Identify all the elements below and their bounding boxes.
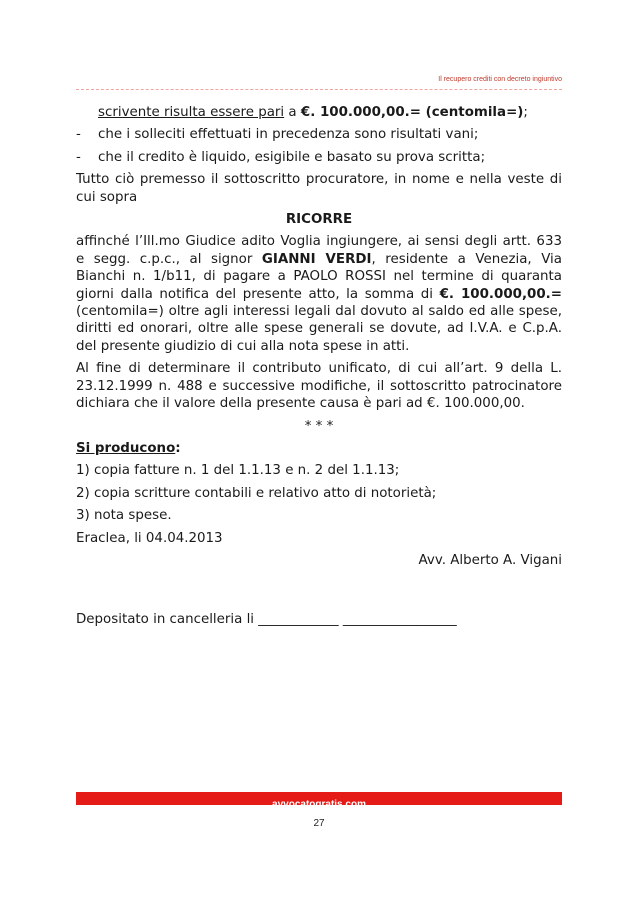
footer-link[interactable]: avvocatogratis.com — [272, 799, 366, 810]
header-divider — [76, 89, 562, 90]
request-text-2: , residente a Venezia, Via Bianchi n. 1/b11, di pagare a PAOLO ROSSI nel termine di quaranta giorni dalla notifica del presente atto, la somma di — [76, 251, 562, 302]
running-header: Il recupero crediti con decreto ingiuntivo — [438, 76, 562, 83]
amount-line-prefix: scrivente risulta essere pari — [98, 105, 285, 120]
request-text-3: (centomila=) oltre agli interessi legali dal dovuto al saldo ed alle spese, diritti ed onorari, oltre alle spese generali se dovute, ad I.V.A. e C.p.A. del presente giudizio di cui alla nota spese in atti. — [76, 304, 562, 354]
deposit-line: Depositato in cancelleria li ____________ _________________ — [76, 612, 457, 628]
bullet-text: che i solleciti effettuati in precedenza sono risultati vani; — [98, 127, 479, 143]
section-stars: * * * — [304, 418, 334, 434]
signature: Avv. Alberto A. Vigani — [418, 552, 562, 568]
amount-line-end: ; — [523, 105, 528, 120]
attachments-heading — [76, 440, 562, 457]
bullet-item — [76, 149, 562, 166]
page-number: 27 — [313, 818, 325, 829]
attachments-heading-text: Si producono — [76, 440, 176, 456]
amount-line-mid: a — [284, 105, 301, 120]
value-paragraph: Al fine di determinare il contributo unificato, di cui all’art. 9 della L. 23.12.1999 n. 488 e successive modifiche, il sottoscritto patrocinatore dichiara che il valore della presente causa è pari ad €. 100.000,00. — [76, 361, 562, 412]
attachments-heading-colon: : — [175, 440, 181, 456]
request-paragraph — [76, 233, 562, 355]
amount-line — [76, 104, 562, 121]
debtor-name: GIANNI VERDI — [261, 251, 372, 267]
bullet-dash: - — [76, 149, 81, 165]
ricorre-heading: RICORRE — [285, 212, 353, 228]
bullet-item — [76, 126, 562, 143]
bullet-dash: - — [76, 127, 81, 143]
place-date: Eraclea, li 04.04.2013 — [76, 530, 223, 546]
footer-bar — [76, 792, 562, 810]
attachment-item: 2) copia scritture contabili e relativo atto di notorietà; — [76, 485, 437, 501]
attachment-item: 3) nota spese. — [76, 508, 172, 524]
document-body — [76, 104, 562, 634]
premise-paragraph: Tutto ciò premesso il sottoscritto procuratore, in nome e nella veste di cui sopra — [76, 172, 562, 205]
request-text-1: affinché l’Ill.mo Giudice adito Voglia ingiungere, ai sensi degli artt. 633 e segg. c.p.c., al signor — [76, 234, 562, 267]
request-amount: €. 100.000,00.= — [439, 286, 562, 302]
amount-line-amount: €. 100.000,00.= (centomila=) — [300, 105, 524, 120]
attachment-item: 1) copia fatture n. 1 del 1.1.13 e n. 2 del 1.1.13; — [76, 463, 400, 479]
bullet-text: che il credito è liquido, esigibile e basato su prova scritta; — [98, 149, 486, 165]
